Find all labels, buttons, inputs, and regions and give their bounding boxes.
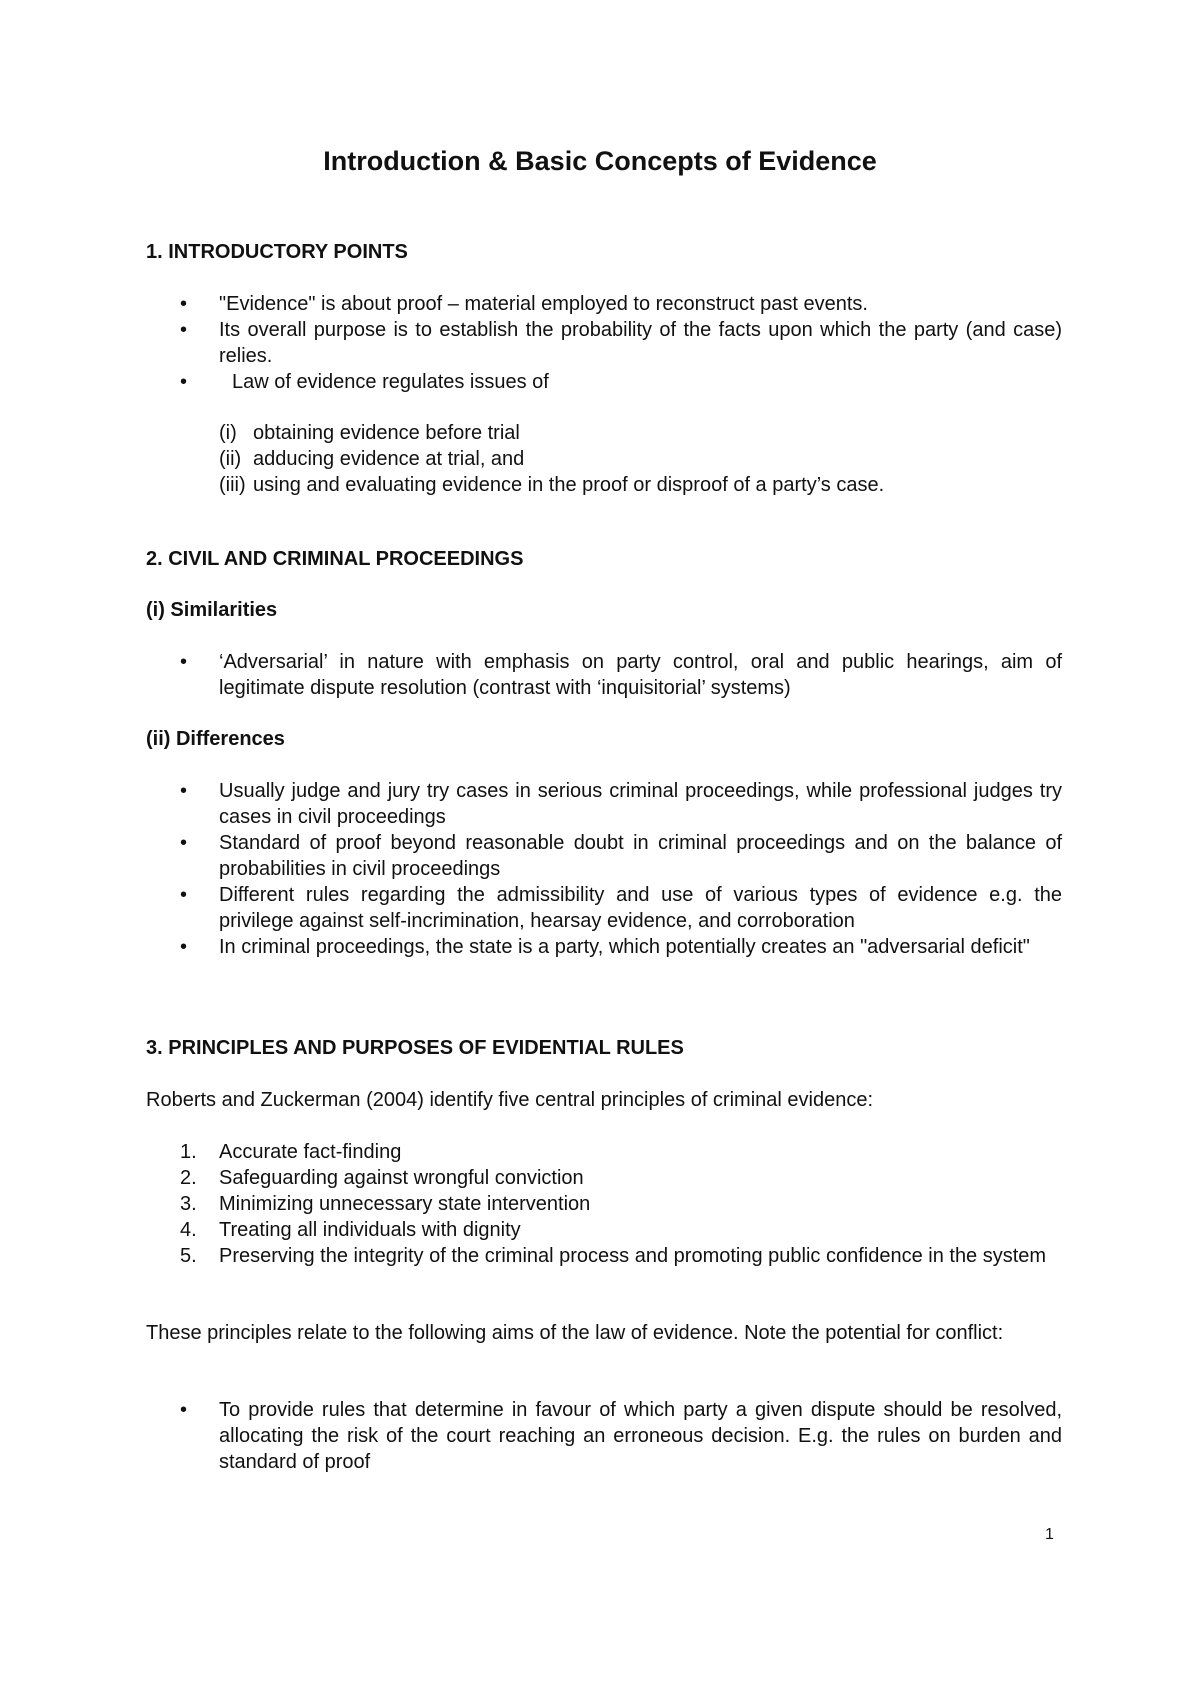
list-item: Different rules regarding the admissibility and use of various types of evidence e.g. the privilege against self-incrimination, hearsay evidence, and corroboration: [219, 884, 1062, 932]
list-item: Usually judge and jury try cases in serious criminal proceedings, while professional judges try cases in civil proceedings: [219, 780, 1062, 828]
sub-item-label: (i): [219, 422, 237, 444]
list-item: Minimizing unnecessary state intervention: [219, 1193, 591, 1215]
list-number: 3.: [180, 1193, 197, 1215]
bullet-icon: •: [180, 651, 188, 673]
list-number: 1.: [180, 1141, 197, 1163]
paragraph: Roberts and Zuckerman (2004) identify five central principles of criminal evidence:: [146, 1089, 874, 1111]
list-number: 5.: [180, 1245, 197, 1267]
list-item: In criminal proceedings, the state is a party, which potentially creates an "adversarial deficit": [219, 936, 1030, 958]
list-item: To provide rules that determine in favour of which party a given dispute should be resolved, allocating the risk of the court reaching an erroneous decision. E.g. the rules on burden and standard of proof: [219, 1399, 1062, 1473]
sub-item-label: (ii): [219, 448, 242, 470]
list-number: 2.: [180, 1167, 197, 1189]
bullet-icon: •: [180, 319, 188, 341]
sub-item-text: adducing evidence at trial, and: [253, 448, 525, 470]
list-item: Treating all individuals with dignity: [219, 1219, 521, 1241]
bullet-icon: •: [180, 832, 188, 854]
section-2-heading: 2. CIVIL AND CRIMINAL PROCEEDINGS: [146, 548, 524, 570]
bullet-icon: •: [180, 371, 188, 393]
bullet-icon: •: [180, 293, 188, 315]
list-item: Preserving the integrity of the criminal process and promoting public confidence in the system: [219, 1245, 1047, 1267]
differences-heading: (ii) Differences: [146, 728, 285, 750]
sub-item-text: obtaining evidence before trial: [253, 422, 520, 444]
list-item: Accurate fact-finding: [219, 1141, 402, 1163]
bullet-icon: •: [180, 884, 188, 906]
section-1-heading: 1. INTRODUCTORY POINTS: [146, 241, 408, 263]
paragraph: These principles relate to the following aims of the law of evidence. Note the potential for conflict:: [146, 1322, 1004, 1344]
section-3-heading: 3. PRINCIPLES AND PURPOSES OF EVIDENTIAL RULES: [146, 1037, 684, 1059]
bullet-icon: •: [180, 936, 188, 958]
list-number: 4.: [180, 1219, 197, 1241]
list-item: "Evidence" is about proof – material employed to reconstruct past events.: [219, 293, 868, 315]
list-item: Safeguarding against wrongful conviction: [219, 1167, 584, 1189]
sub-item-text: using and evaluating evidence in the proof or disproof of a party’s case.: [253, 474, 885, 496]
list-item: Law of evidence regulates issues of: [232, 371, 549, 393]
page-number: 1: [1045, 1526, 1054, 1543]
list-item: Standard of proof beyond reasonable doubt in criminal proceedings and on the balance of probabilities in civil proceedings: [219, 832, 1062, 880]
similarities-heading: (i) Similarities: [146, 599, 278, 621]
sub-item-label: (iii): [219, 474, 246, 496]
list-item: Its overall purpose is to establish the probability of the facts upon which the party (and case) relies.: [219, 319, 1062, 367]
document-title: Introduction & Basic Concepts of Evidence: [323, 146, 877, 176]
list-item: ‘Adversarial’ in nature with emphasis on party control, oral and public hearings, aim of legitimate dispute resolution (contrast with ‘inquisitorial’ systems): [219, 651, 1062, 699]
bullet-icon: •: [180, 780, 188, 802]
bullet-icon: •: [180, 1399, 188, 1421]
